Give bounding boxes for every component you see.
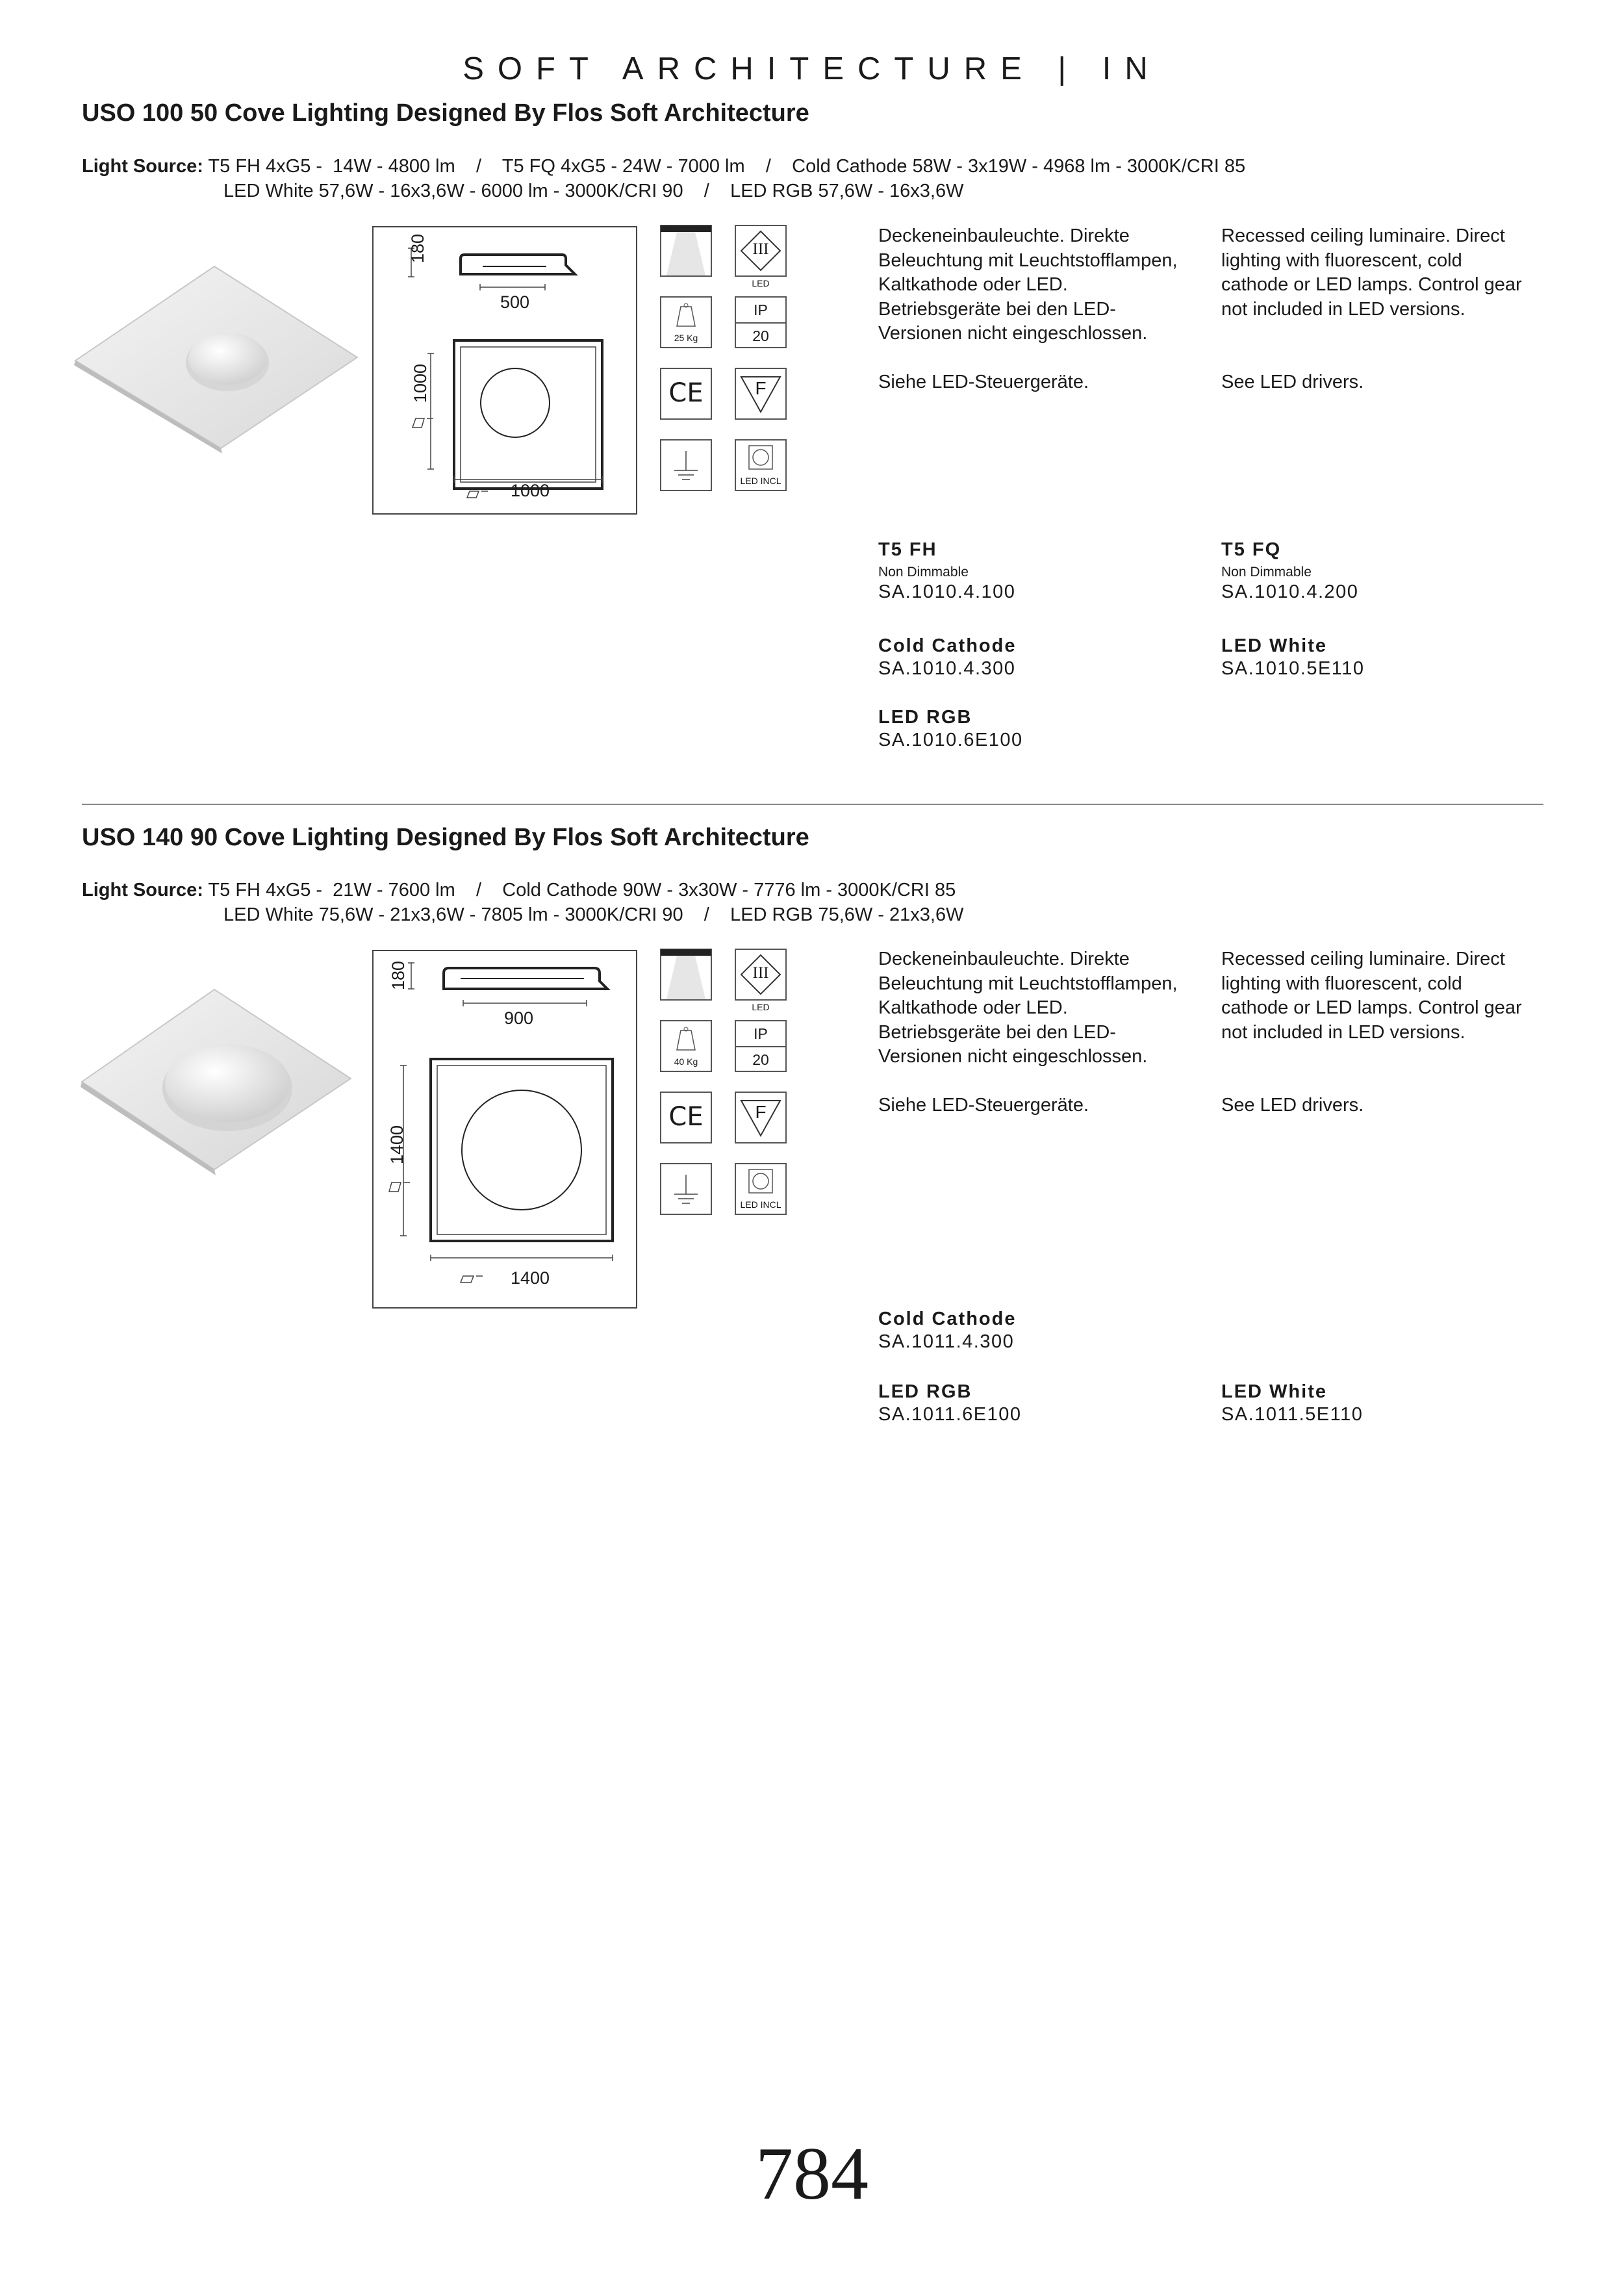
ground-icon (660, 1163, 712, 1215)
description-de: Deckeneinbauleuchte. Direkte Beleuchtung mit Leuchtstofflampen, Kaltkathode oder LED. Betriebsgeräte bei den LED- Versionen nicht eingeschlossen. Siehe LED-Steuergeräte. (878, 225, 1178, 392)
light-source-label: Light Source: (82, 156, 203, 177)
light-source-label: Light Source: (82, 880, 203, 901)
dim-height: 180 (408, 233, 427, 263)
light-source-line-2: LED White 57,6W - 16x3,6W - 6000 lm - 3000K/CRI 90 / LED RGB 57,6W - 16x3,6W (223, 181, 964, 201)
ce-mark-icon: CE (660, 368, 712, 420)
code-item: LED RGB SA.1010.6E100 (878, 707, 1023, 750)
class-iii-icon: III (735, 949, 787, 1001)
code-item: LED White SA.1010.5E110 (1221, 635, 1365, 679)
section-divider (82, 804, 1543, 805)
product-title: USO 140 90 Cove Lighting Designed By Flos Soft Architecture (82, 824, 809, 851)
dim-width-section: 500 (500, 292, 530, 312)
code-item: T5 FH Non Dimmable SA.1010.4.100 (878, 539, 1016, 602)
led-incl-icon: LED INCL (735, 1163, 787, 1215)
light-source (82, 878, 963, 927)
dim-height: 180 (388, 960, 408, 990)
product-title: USO 100 50 Cove Lighting Designed By Flos Soft Architecture (82, 99, 809, 127)
page-number: 784 (755, 2132, 869, 2216)
led-caption: LED (752, 278, 770, 288)
weight-icon: 40 Kg (660, 1020, 712, 1072)
ground-icon (660, 439, 712, 491)
f-mark-icon: F (735, 1092, 787, 1143)
weight-icon: 25 Kg (660, 296, 712, 348)
code-item: T5 FQ Non Dimmable SA.1010.4.200 (1221, 539, 1359, 602)
page-header: SOFT ARCHITECTURE | IN (463, 51, 1161, 86)
technical-drawing (372, 950, 637, 1309)
dim-width-section: 900 (504, 1008, 534, 1028)
product-photo (71, 984, 364, 1179)
dim-side: 1400 (387, 1125, 407, 1164)
light-source-line-1: T5 FH 4xG5 - 14W - 4800 lm / T5 FQ 4xG5 - 24W - 7000 lm / Cold Cathode 58W - 3x19W - 4968 lm - 3000K/CRI 85 (203, 156, 1246, 177)
led-caption: LED (752, 1002, 770, 1012)
light-source (82, 154, 1245, 203)
downlight-icon (660, 949, 712, 1001)
product-photo (71, 260, 364, 455)
code-item: Cold Cathode SA.1010.4.300 (878, 635, 1017, 679)
dim-bottom: 1400 (511, 1268, 550, 1288)
dim-bottom: 1000 (511, 481, 550, 500)
code-item: LED RGB SA.1011.6E100 (878, 1381, 1022, 1425)
code-item: LED White SA.1011.5E110 (1221, 1381, 1364, 1425)
description-de: Deckeneinbauleuchte. Direkte Beleuchtung mit Leuchtstofflampen, Kaltkathode oder LED. Betriebsgeräte bei den LED- Versionen nicht eingeschlossen. Siehe LED-Steuergeräte. (878, 949, 1178, 1116)
description-en: Recessed ceiling luminaire. Direct lighting with fluorescent, cold cathode or LED lamps. Control gear not included in LED versions. See LED drivers. (1221, 949, 1522, 1116)
light-source-line-2: LED White 75,6W - 21x3,6W - 7805 lm - 3000K/CRI 90 / LED RGB 75,6W - 21x3,6W (223, 904, 964, 925)
code-item: Cold Cathode SA.1011.4.300 (878, 1309, 1017, 1352)
description-en: Recessed ceiling luminaire. Direct lighting with fluorescent, cold cathode or LED lamps. Control gear not included in LED versions. See LED drivers. (1221, 225, 1522, 392)
led-incl-icon: LED INCL (735, 439, 787, 491)
ip-rating-icon: IP 20 (735, 296, 787, 348)
light-source-line-1: T5 FH 4xG5 - 21W - 7600 lm / Cold Cathode 90W - 3x30W - 7776 lm - 3000K/CRI 85 (203, 880, 956, 901)
dim-side: 1000 (411, 363, 430, 403)
f-mark-icon: F (735, 368, 787, 420)
ip-rating-icon: IP 20 (735, 1020, 787, 1072)
ce-mark-icon: CE (660, 1092, 712, 1143)
class-iii-icon: III (735, 225, 787, 277)
downlight-icon (660, 225, 712, 277)
